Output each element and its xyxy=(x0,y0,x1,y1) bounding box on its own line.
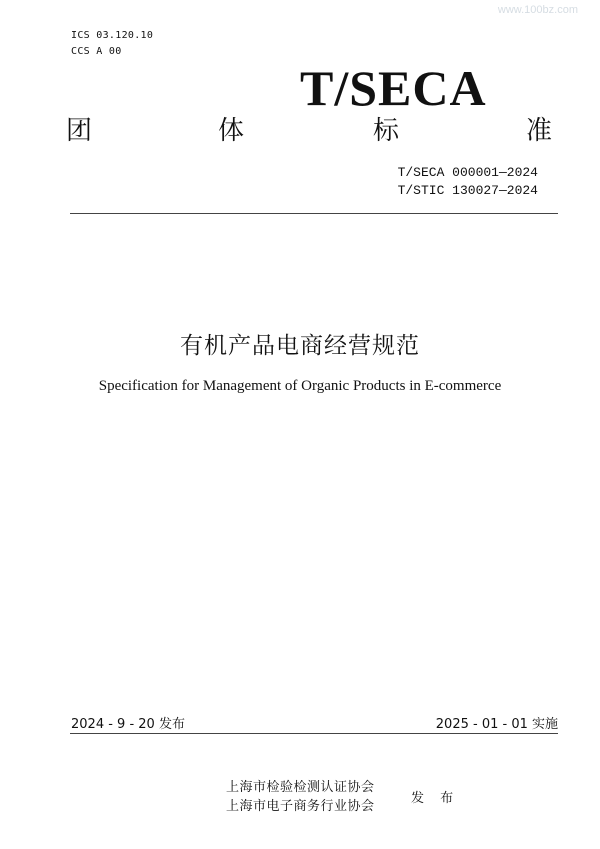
standard-type-char: 团 xyxy=(66,116,93,146)
top-divider xyxy=(70,213,558,214)
ccs-code: CCS A 00 xyxy=(71,46,122,57)
seca-logo: T/SECA xyxy=(300,60,487,116)
title-english: Specification for Management of Organic Products in E-commerce xyxy=(98,378,502,394)
standard-type-char: 体 xyxy=(218,116,245,146)
standard-number-stic: T/STIC 130027—2024 xyxy=(397,183,538,198)
title-chinese: 有机产品电商经营规范 xyxy=(180,333,420,359)
watermark-text: www.100bz.com xyxy=(497,4,578,16)
publish-label: 发 布 xyxy=(411,791,460,806)
standard-type-char: 标 xyxy=(373,116,400,146)
bottom-divider xyxy=(70,733,558,734)
issuer-organization: 上海市电子商务行业协会 xyxy=(226,799,375,814)
issuer-organization: 上海市检验检测认证协会 xyxy=(226,780,375,795)
implement-date: 2025 - 01 - 01 实施 xyxy=(435,717,558,732)
standard-type-heading xyxy=(66,114,552,148)
ics-code: ICS 03.120.10 xyxy=(71,30,154,41)
standard-type-char: 准 xyxy=(526,116,553,146)
issue-date: 2024 - 9 - 20 发布 xyxy=(71,717,185,732)
standard-number-seca: T/SECA 000001—2024 xyxy=(397,165,538,180)
